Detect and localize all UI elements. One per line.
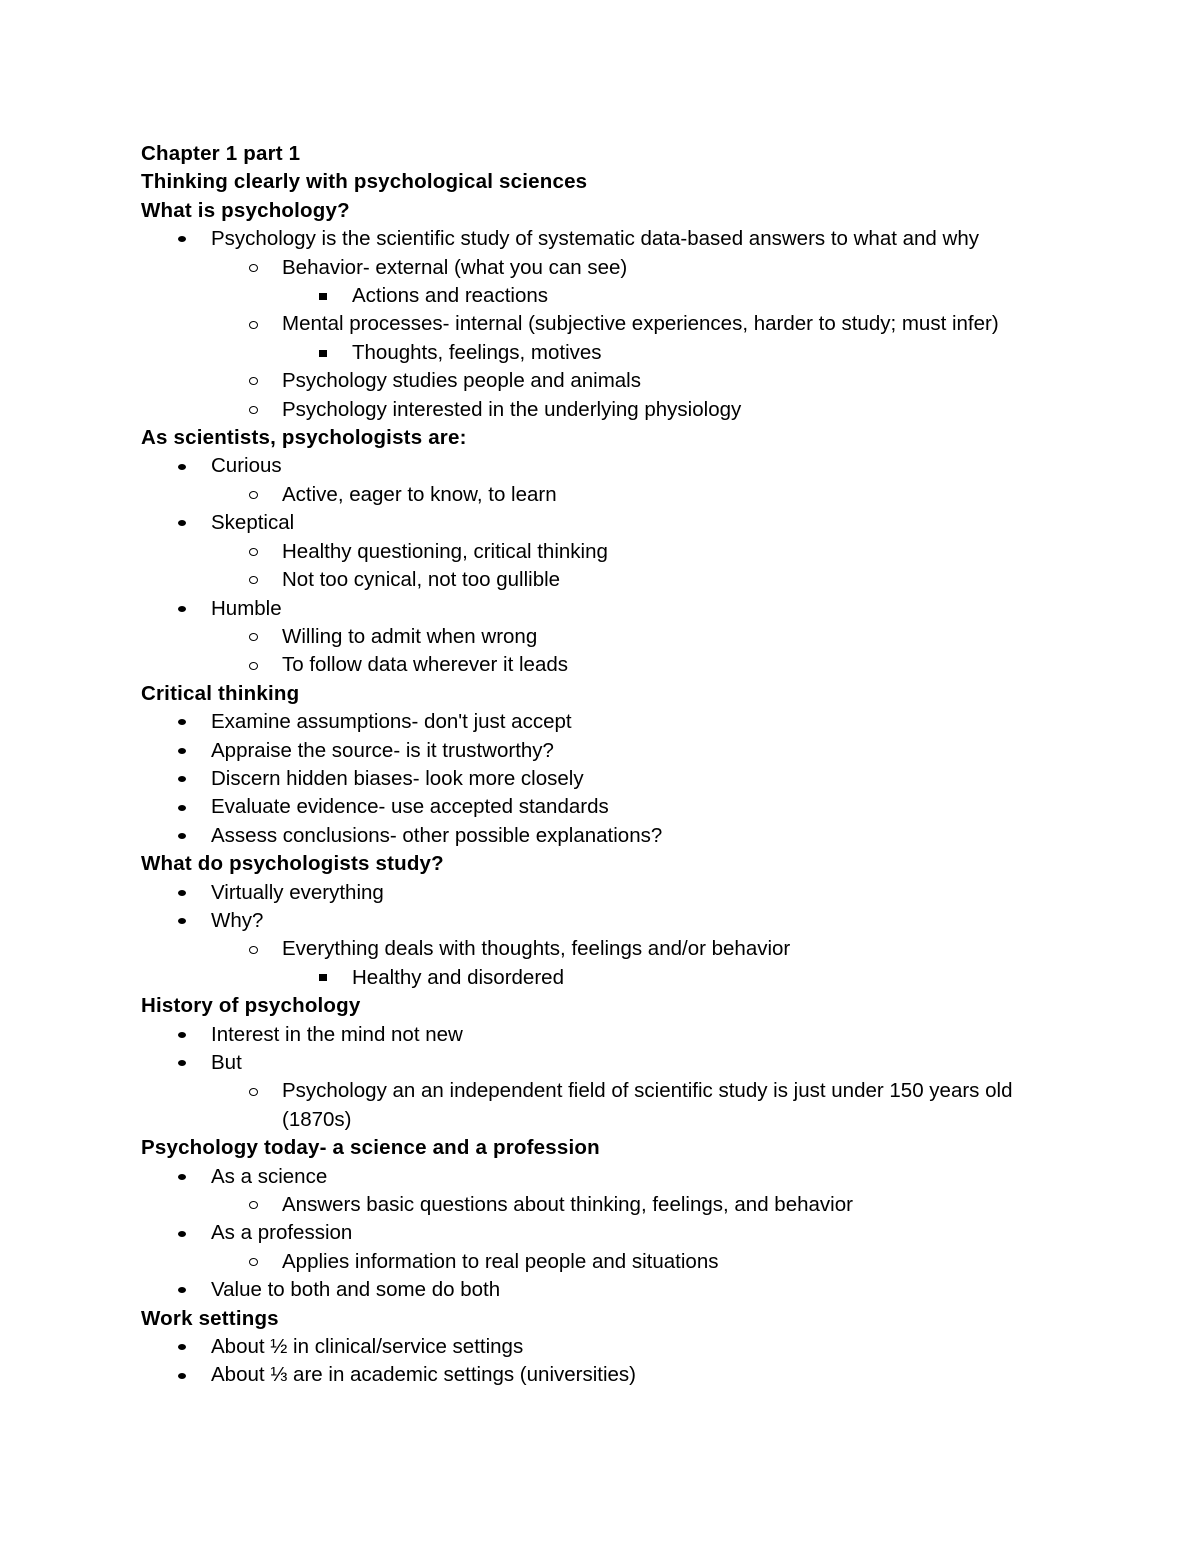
list-item-text: Virtually everything xyxy=(211,880,384,904)
list-item-level-1 xyxy=(141,1049,1071,1077)
section-heading: As scientists, psychologists are: xyxy=(141,426,467,450)
document-body xyxy=(141,140,1071,1390)
document-subtitle: Thinking clearly with psychological sciences xyxy=(141,170,588,194)
list-item-text: Examine assumptions- don't just accept xyxy=(211,710,572,734)
list-item-text: Interest in the mind not new xyxy=(211,1022,463,1046)
list-item-level-1 xyxy=(141,793,1071,821)
list-item-text: Why? xyxy=(211,908,264,932)
list-item-text: As a science xyxy=(211,1164,328,1188)
bullet-circle-icon xyxy=(246,1191,260,1219)
section-heading: History of psychology xyxy=(141,994,361,1018)
bullet-dot-icon xyxy=(175,907,189,935)
bullet-dot-icon xyxy=(175,708,189,736)
list-item-text: Curious xyxy=(211,454,282,478)
list-item-level-1 xyxy=(141,737,1071,765)
list-item-text: Thoughts, feelings, motives xyxy=(352,340,602,364)
list-item-text: To follow data wherever it leads xyxy=(282,653,569,677)
document-title: Chapter 1 part 1 xyxy=(141,142,301,165)
list-item-level-1 xyxy=(141,907,1071,935)
list-item-text: Value to both and some do both xyxy=(211,1278,501,1302)
section-heading: What is psychology? xyxy=(141,198,350,222)
bullet-circle-icon xyxy=(246,396,260,424)
bullet-circle-icon xyxy=(246,1077,260,1105)
document-content xyxy=(141,197,1071,1390)
list-item-text: About ½ in clinical/service settings xyxy=(211,1335,524,1359)
bullet-circle-icon xyxy=(246,651,260,679)
bullet-dot-icon xyxy=(175,822,189,850)
bullet-square-icon xyxy=(316,282,330,310)
list-item-level-2 xyxy=(141,367,1071,395)
list-item-level-1 xyxy=(141,708,1071,736)
list-item-level-2 xyxy=(141,623,1071,651)
bullet-dot-icon xyxy=(175,879,189,907)
bullet-circle-icon xyxy=(246,481,260,509)
list-item-text: Applies information to real people and situations xyxy=(282,1249,719,1273)
list-item-text: Healthy questioning, critical thinking xyxy=(282,539,608,563)
bullet-circle-icon xyxy=(246,254,260,282)
list-item-level-1 xyxy=(141,1361,1071,1389)
list-item-text: Actions and reactions xyxy=(352,284,549,308)
list-item-text: Psychology studies people and animals xyxy=(282,369,641,393)
list-item-text: Answers basic questions about thinking, feelings, and behavior xyxy=(282,1193,853,1217)
section-heading: Psychology today- a science and a profession xyxy=(141,1136,600,1160)
list-item-level-1 xyxy=(141,1276,1071,1304)
list-item-level-1 xyxy=(141,1021,1071,1049)
list-item-level-1 xyxy=(141,509,1071,537)
list-item-level-2 xyxy=(141,538,1071,566)
bullet-dot-icon xyxy=(175,225,189,253)
list-item-level-3 xyxy=(141,339,1071,367)
bullet-circle-icon xyxy=(246,623,260,651)
list-item-level-1 xyxy=(141,595,1071,623)
list-item-text: Not too cynical, not too gullible xyxy=(282,568,561,592)
list-item-text: Appraise the source- is it trustworthy? xyxy=(211,738,554,762)
bullet-dot-icon xyxy=(175,793,189,821)
bullet-dot-icon xyxy=(175,1163,189,1191)
bullet-dot-icon xyxy=(175,452,189,480)
list-item-level-1 xyxy=(141,822,1071,850)
bullet-dot-icon xyxy=(175,1219,189,1247)
list-item-level-1 xyxy=(141,452,1071,480)
list-item-text: Psychology is the scientific study of systematic data-based answers to what and why xyxy=(211,227,979,251)
list-item-level-2 xyxy=(141,935,1071,963)
list-item-level-2 xyxy=(141,1077,1071,1134)
bullet-dot-icon xyxy=(175,1021,189,1049)
bullet-circle-icon xyxy=(246,310,260,338)
bullet-dot-icon xyxy=(175,1333,189,1361)
list-item-level-2 xyxy=(141,310,1071,338)
bullet-circle-icon xyxy=(246,367,260,395)
list-item-text: Skeptical xyxy=(211,511,295,535)
bullet-dot-icon xyxy=(175,1361,189,1389)
list-item-level-2 xyxy=(141,254,1071,282)
list-item-level-2 xyxy=(141,396,1071,424)
bullet-square-icon xyxy=(316,339,330,367)
list-item-text: Willing to admit when wrong xyxy=(282,624,538,648)
bullet-dot-icon xyxy=(175,1276,189,1304)
list-item-level-3 xyxy=(141,964,1071,992)
list-item-level-1 xyxy=(141,225,1071,253)
bullet-circle-icon xyxy=(246,566,260,594)
section-heading: Work settings xyxy=(141,1306,279,1330)
list-item-text: Behavior- external (what you can see) xyxy=(282,255,628,279)
list-item-text: Discern hidden biases- look more closely xyxy=(211,766,584,790)
list-item-text: Active, eager to know, to learn xyxy=(282,482,557,506)
list-item-text: Healthy and disordered xyxy=(352,965,564,989)
list-item-text: Psychology an an independent field of scientific study is just under 150 years old (1870s) xyxy=(282,1079,1013,1131)
list-item-text: Psychology interested in the underlying physiology xyxy=(282,397,742,421)
list-item-text: But xyxy=(211,1051,242,1074)
list-item-level-2 xyxy=(141,1248,1071,1276)
list-item-text: As a profession xyxy=(211,1221,353,1245)
bullet-circle-icon xyxy=(246,538,260,566)
list-item-level-3 xyxy=(141,282,1071,310)
list-item-level-1 xyxy=(141,879,1071,907)
list-item-text: Mental processes- internal (subjective experiences, harder to study; must infer) xyxy=(282,312,999,336)
list-item-level-2 xyxy=(141,651,1071,679)
list-item-level-1 xyxy=(141,1163,1071,1191)
section-heading: Critical thinking xyxy=(141,681,300,705)
list-item-text: About ⅓ are in academic settings (universities) xyxy=(211,1363,637,1387)
bullet-dot-icon xyxy=(175,509,189,537)
bullet-circle-icon xyxy=(246,1248,260,1276)
list-item-level-1 xyxy=(141,765,1071,793)
list-item-text: Humble xyxy=(211,596,282,620)
bullet-dot-icon xyxy=(175,595,189,623)
list-item-level-1 xyxy=(141,1219,1071,1247)
list-item-text: Evaluate evidence- use accepted standards xyxy=(211,795,609,819)
list-item-text: Everything deals with thoughts, feelings and/or behavior xyxy=(282,937,791,961)
bullet-dot-icon xyxy=(175,737,189,765)
list-item-level-1 xyxy=(141,1333,1071,1361)
list-item-level-2 xyxy=(141,481,1071,509)
list-item-level-2 xyxy=(141,566,1071,594)
bullet-dot-icon xyxy=(175,765,189,793)
list-item-level-2 xyxy=(141,1191,1071,1219)
bullet-circle-icon xyxy=(246,935,260,963)
section-heading: What do psychologists study? xyxy=(141,852,444,876)
list-item-text: Assess conclusions- other possible explanations? xyxy=(211,823,663,847)
bullet-dot-icon xyxy=(175,1049,189,1077)
bullet-square-icon xyxy=(316,964,330,992)
